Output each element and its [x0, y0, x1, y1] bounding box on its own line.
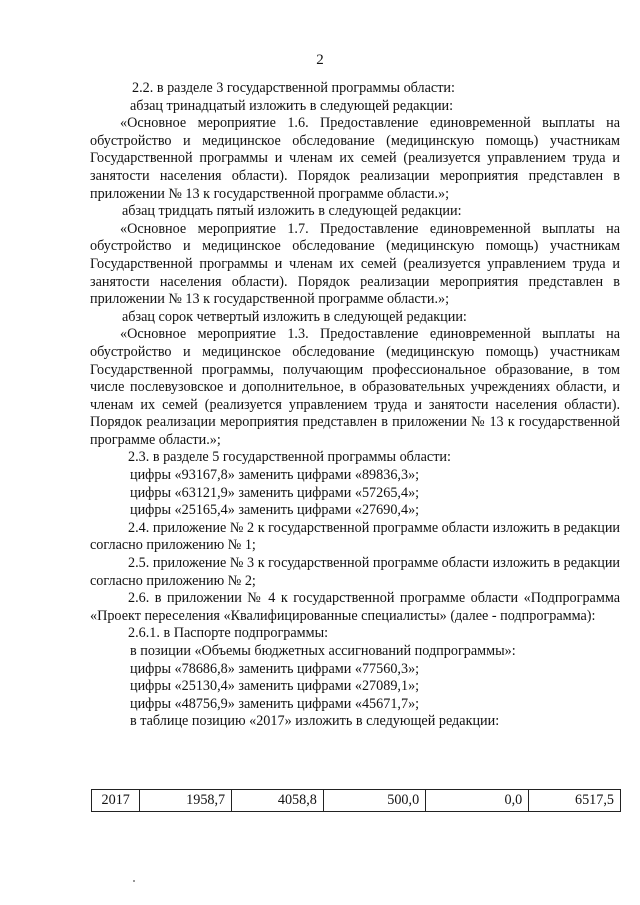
- table-cell: 0,0: [426, 790, 529, 812]
- replacement-line: цифры «63121,9» заменить цифрами «57265,4»;: [130, 484, 420, 501]
- replacement-line: цифры «93167,8» заменить цифрами «89836,3»;: [130, 467, 420, 484]
- table-cell-year: 2017: [92, 790, 140, 812]
- replacement-line: цифры «78686,8» заменить цифрами «77560,3»;: [130, 660, 420, 677]
- replacement-line: цифры «25130,4» заменить цифрами «27089,1»;: [130, 678, 420, 695]
- budget-table: [91, 789, 621, 812]
- table-cell-total: 6517,5: [529, 790, 621, 812]
- quote-paragraph: «Основное мероприятие 1.3. Предоставление единовременной выплаты на обустройство и медицинское обследование (медицинскую помощь) участникам Государственной программы, получающим профессиональное образование, в том числе послевузовское и дополнительное, в образовательных учреждениях области, и членам их семей (реализуется управлением труда и занятости населения области). Порядок реализации мероприятия представлен в приложении № 13 к государственной программе области.»;: [90, 326, 620, 448]
- replacement-line: цифры «25165,4» заменить цифрами «27690,4»;: [130, 502, 420, 519]
- replacement-line: цифры «48756,9» заменить цифрами «45671,7»;: [130, 695, 420, 712]
- paragraph: в позиции «Объемы бюджетных ассигнований подпрограммы»:: [130, 643, 516, 659]
- paragraph: в таблице позицию «2017» изложить в следующей редакции:: [130, 713, 500, 730]
- document-body: [90, 80, 620, 731]
- paragraph: 2.3. в разделе 5 государственной программы области:: [128, 449, 451, 466]
- page-number: 2: [316, 52, 324, 68]
- paragraph: абзац тридцать пятый изложить в следующей редакции:: [122, 203, 462, 220]
- paragraph: 2.6. в приложении № 4 к государственной программе области «Подпрограмма «Проект переселения «Квалифицированные специалисты» (далее - подпрограмма):: [90, 590, 620, 624]
- paragraph: абзац тринадцатый изложить в следующей редакции:: [130, 97, 454, 114]
- paragraph: абзац сорок четвертый изложить в следующей редакции:: [122, 308, 467, 325]
- quote-paragraph: «Основное мероприятие 1.7. Предоставление единовременной выплаты на обустройство и медицинское обследование (медицинскую помощь) участникам Государственной программы и членам их семей (реализуется управлением труда и занятости населения области). Порядок реализации мероприятия представлен в приложении № 13 к государственной программе области.»;: [90, 220, 620, 308]
- paragraph: 2.5. приложение № 3 к государственной программе области изложить в редакции согласно приложению № 2;: [90, 555, 620, 589]
- quote-paragraph: «Основное мероприятие 1.6. Предоставление единовременной выплаты на обустройство и медицинское обследование (медицинскую помощь) участникам Государственной программы и членам их семей (реализуется управлением труда и занятости населения области). Порядок реализации мероприятия представлен в приложении № 13 к государственной программе области.»;: [90, 115, 620, 202]
- paragraph: 2.4. приложение № 2 к государственной программе области изложить в редакции согласно приложению № 1;: [90, 519, 620, 554]
- paragraph: 2.2. в разделе 3 государственной программы области:: [132, 80, 455, 96]
- table-row: [92, 790, 621, 812]
- scan-speck: [133, 880, 135, 882]
- table-cell: 500,0: [323, 790, 425, 812]
- table-cell: 1958,7: [140, 790, 232, 812]
- paragraph: 2.6.1. в Паспорте подпрограммы:: [128, 625, 329, 642]
- table-cell: 4058,8: [232, 790, 324, 812]
